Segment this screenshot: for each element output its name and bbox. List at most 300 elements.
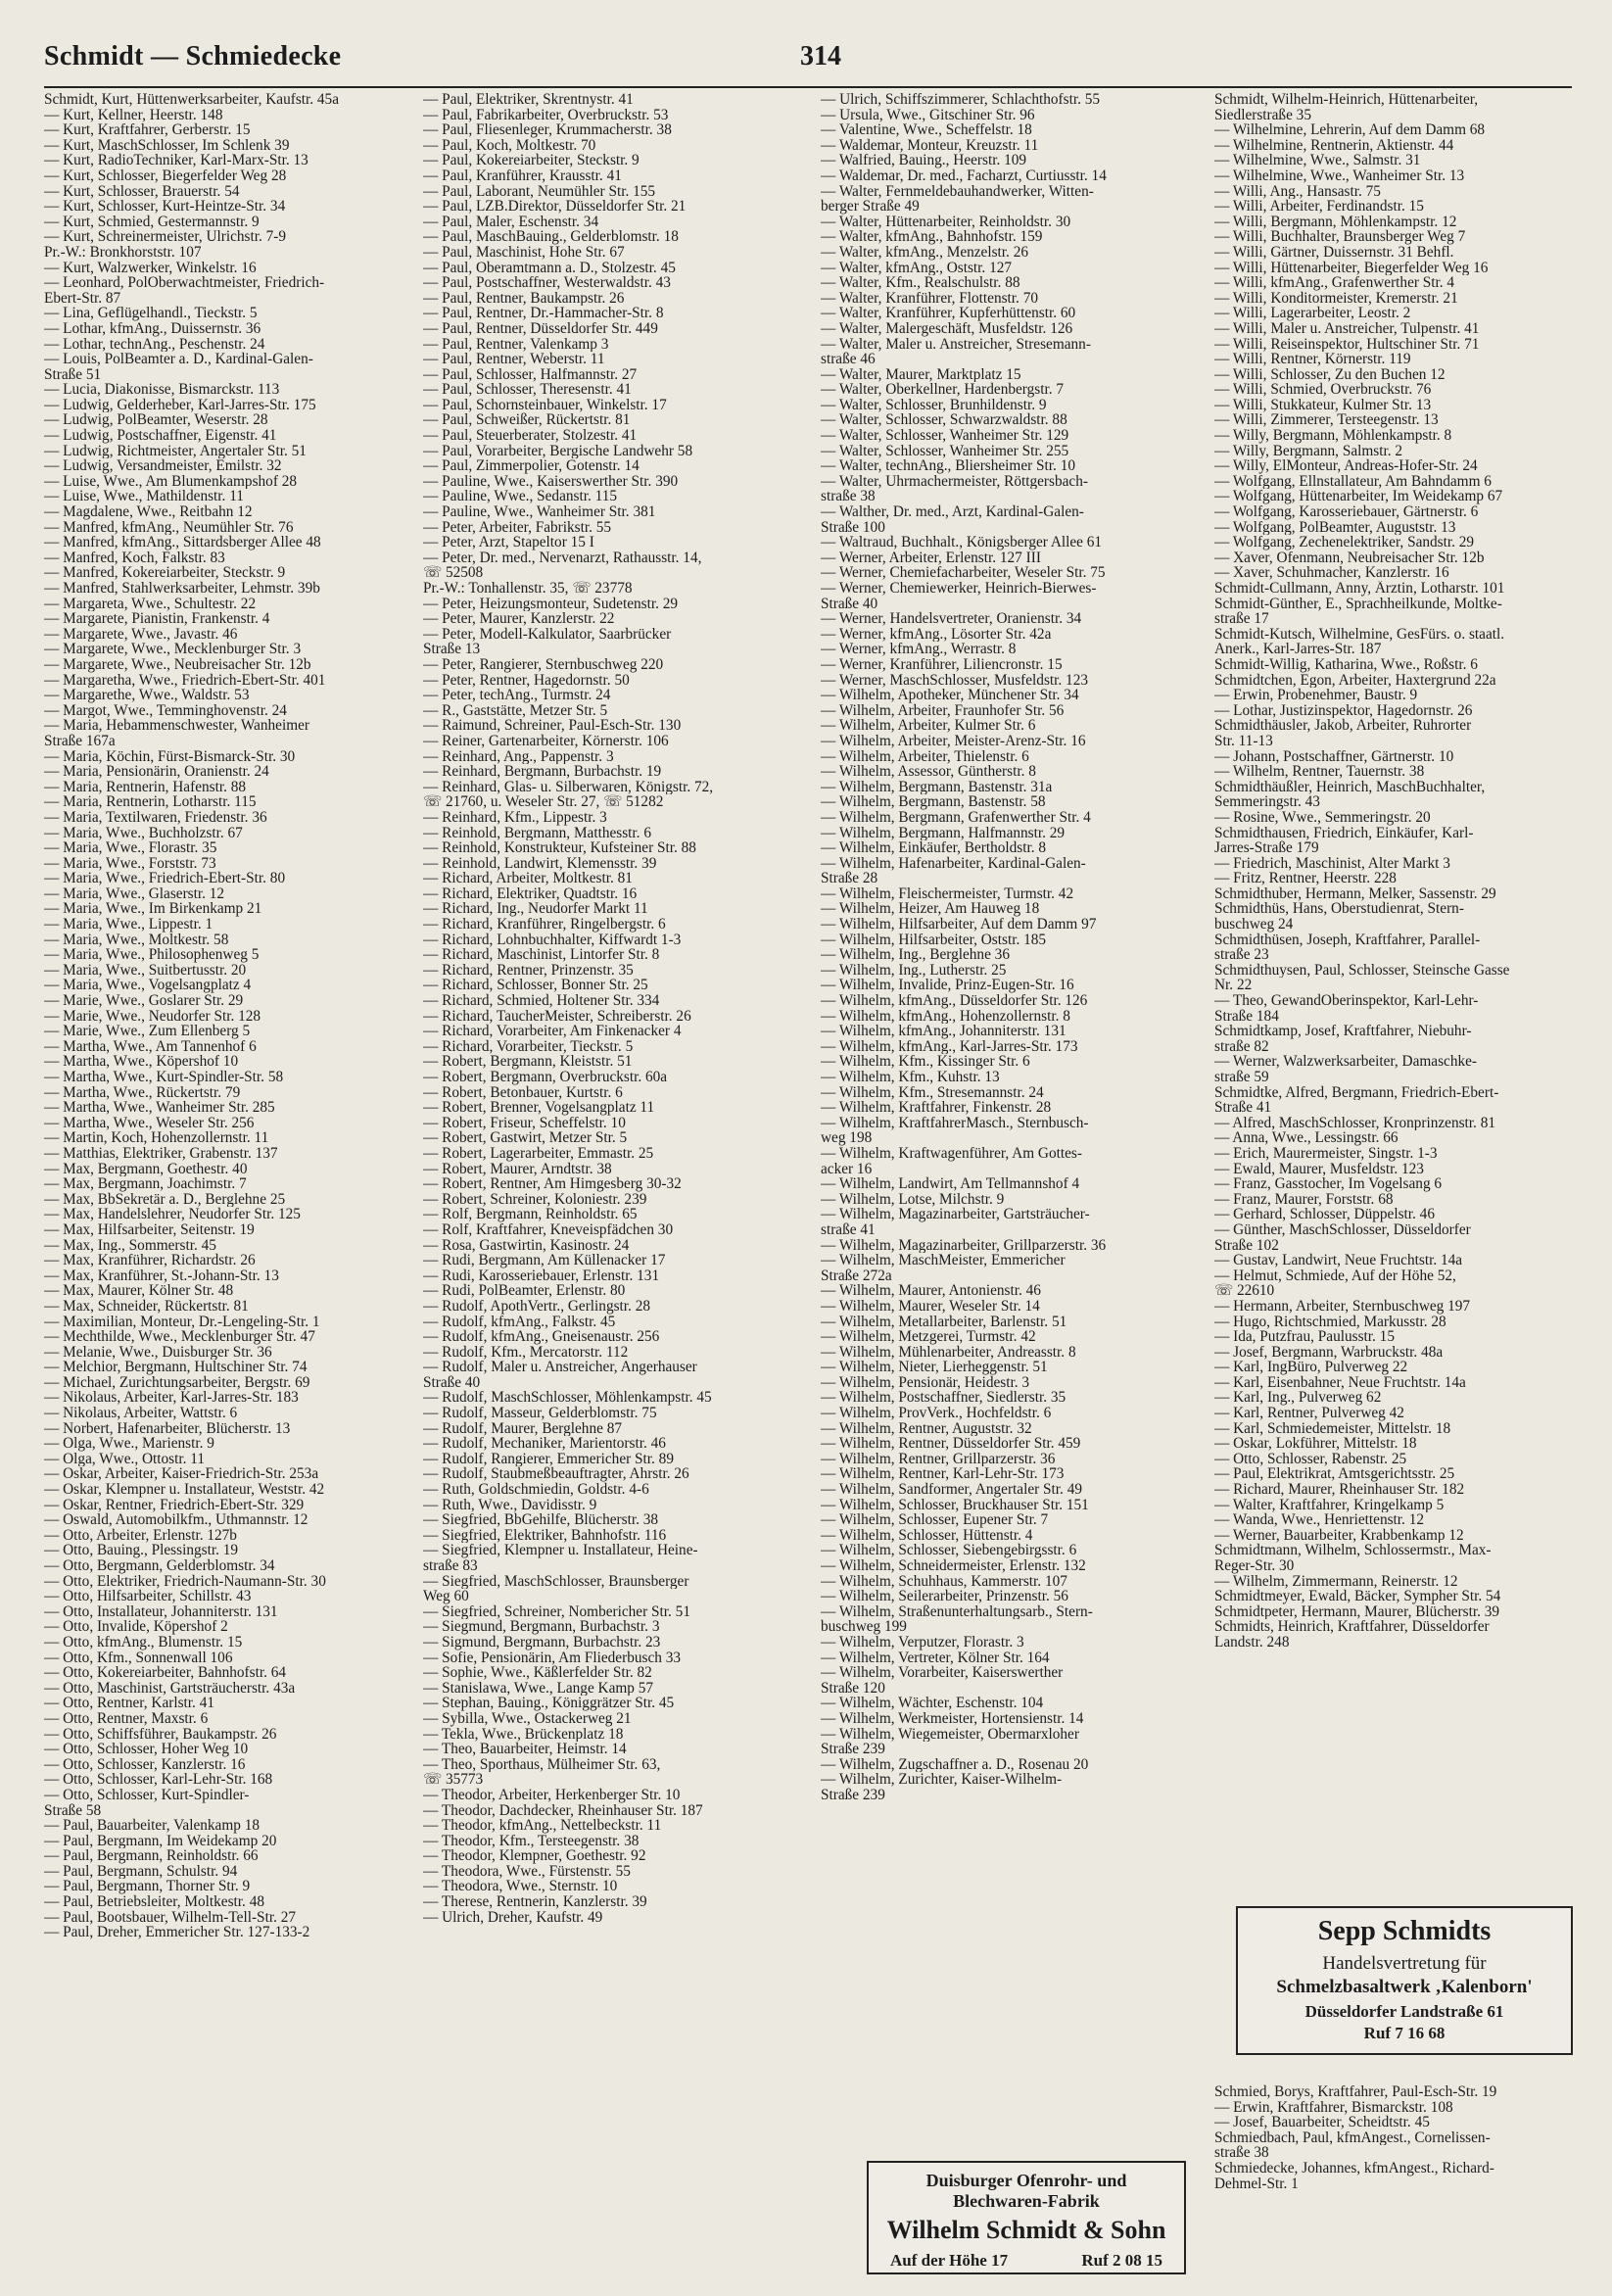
directory-entry: — Melchior, Bergmann, Hultschiner Str. 74 <box>44 1360 308 1375</box>
directory-entry: Schmidtchen, Egon, Arbeiter, Haxtergrund 22a <box>1214 672 1496 689</box>
directory-entry: — Wilhelm, Werkmeister, Hortensienstr. 14 <box>821 1710 1084 1727</box>
directory-entry: — Paul, Elektriker, Skrentnystr. 41 <box>423 92 634 108</box>
directory-entry: — Wilhelm, Magazinarbeiter, Gartsträucher- <box>821 1207 1090 1222</box>
directory-entry: — Siegmund, Bergmann, Burbachstr. 3 <box>423 1619 660 1635</box>
directory-entry: — Theodor, Kfm., Tersteegenstr. 38 <box>423 1833 640 1849</box>
directory-entry: — Luise, Wwe., Am Blumenkampshof 28 <box>44 473 298 490</box>
directory-entry: — Max, Bergmann, Goethestr. 40 <box>44 1161 248 1177</box>
directory-entry: Schmidthuysen, Paul, Schlosser, Steinsche Gasse <box>1214 962 1510 979</box>
directory-entry: — Maria, Hebammenschwester, Wanheimer <box>44 718 309 734</box>
directory-column-4 <box>1214 92 1582 1650</box>
directory-entry: — Maria, Wwe., Suitbertusstr. 20 <box>44 962 247 979</box>
directory-entry: — Paul, Oberamtmann a. D., Stolzestr. 45 <box>423 260 676 276</box>
directory-column-2 <box>423 92 815 1925</box>
directory-entry: — Wolfgang, Zechenelektriker, Sandstr. 29 <box>1214 535 1475 550</box>
directory-entry: — Martha, Wwe., Rückertstr. 79 <box>44 1084 241 1101</box>
directory-entry: Schmidthüsen, Joseph, Kraftfahrer, Parallel- <box>1214 932 1481 948</box>
directory-entry: — Valentine, Wwe., Scheffelstr. 18 <box>821 122 1032 138</box>
directory-entry: — Paul, Kokereiarbeiter, Steckstr. 9 <box>423 153 640 168</box>
directory-entry: — Theodor, Klempner, Goethestr. 92 <box>423 1848 646 1864</box>
directory-entry: berger Straße 49 <box>821 199 920 215</box>
directory-entry: — Wilhelm, Metallarbeiter, Barlenstr. 51 <box>821 1314 1067 1330</box>
directory-entry: Schmidthüs, Hans, Oberstudienrat, Stern- <box>1214 901 1464 918</box>
directory-entry: — Manfred, kfmAng., Neumühler Str. 76 <box>44 519 294 536</box>
directory-entry: straße 82 <box>1214 1038 1269 1055</box>
directory-entry: — Paul, Rentner, Valenkamp 3 <box>423 336 609 353</box>
directory-entry: — Willi, Gärtner, Duissernstr. 31 Behfl. <box>1214 244 1454 261</box>
directory-entry: — Rudolf, Staubmeßbeauftragter, Ahrstr. 26 <box>423 1466 689 1483</box>
directory-entry: — Wilhelm, Zurichter, Kaiser-Wilhelm- <box>821 1772 1063 1788</box>
directory-entry: — Max, Kranführer, Richardstr. 26 <box>44 1253 256 1268</box>
directory-entry: — Paul, Bergmann, Schulstr. 94 <box>44 1863 238 1880</box>
directory-entry: Straße 28 <box>821 871 878 886</box>
directory-entry: — Olga, Wwe., Marienstr. 9 <box>44 1436 214 1452</box>
directory-entry: Weg 60 <box>423 1589 469 1604</box>
directory-entry: — Siegfried, Elektriker, Bahnhofstr. 116 <box>423 1527 667 1544</box>
directory-entry: — Wilhelm, Kfm., Kuhstr. 13 <box>821 1070 1000 1085</box>
directory-entry: — Wilhelm, Maurer, Weseler Str. 14 <box>821 1298 1040 1315</box>
directory-entry: — Werner, Bauarbeiter, Krabbenkamp 12 <box>1214 1527 1464 1544</box>
directory-entry: — Erwin, Kraftfahrer, Bismarckstr. 108 <box>1214 2099 1453 2116</box>
directory-entry: — Waltraud, Buchhalt., Königsberger Allee 61 <box>821 535 1103 550</box>
directory-entry: — Wilhelm, Schlosser, Siebengebirgsstr. 6 <box>821 1543 1077 1558</box>
directory-entry: — Willi, Hüttenarbeiter, Biegerfelder Weg 16 <box>1214 260 1489 276</box>
directory-entry: — Manfred, Koch, Falkstr. 83 <box>44 550 225 566</box>
directory-entry: — Kurt, RadioTechniker, Karl-Marx-Str. 13 <box>44 153 308 168</box>
directory-entry: — Reinhold, Konstrukteur, Kufsteiner Str. 88 <box>423 840 696 856</box>
directory-entry: — Ulrich, Dreher, Kaufstr. 49 <box>423 1909 603 1926</box>
directory-entry: — Marie, Wwe., Goslarer Str. 29 <box>44 993 244 1009</box>
directory-entry: — Reinhold, Bergmann, Matthesstr. 6 <box>423 825 651 841</box>
directory-entry: — Erich, Maurermeister, Singstr. 1-3 <box>1214 1145 1438 1162</box>
directory-entry: — Theo, Bauarbeiter, Heimstr. 14 <box>423 1742 627 1757</box>
directory-entry: — Robert, Schreiner, Koloniestr. 239 <box>423 1191 647 1208</box>
directory-entry: — Wilhelm, Schuhhaus, Kammerstr. 107 <box>821 1573 1067 1590</box>
directory-entry: — Oskar, Arbeiter, Kaiser-Friedrich-Str. 253a <box>44 1466 319 1483</box>
directory-entry: — Oskar, Lokführer, Mittelstr. 18 <box>1214 1436 1417 1452</box>
directory-entry: Schmied, Borys, Kraftfahrer, Paul-Esch-Str. 19 <box>1214 2084 1497 2100</box>
directory-entry: — Wilhelm, Vorarbeiter, Kaiserswerther <box>821 1665 1064 1681</box>
directory-entry: — Helmut, Schmiede, Auf der Höhe 52, <box>1214 1268 1456 1284</box>
directory-entry: Semmeringstr. 43 <box>1214 794 1320 810</box>
directory-entry: — Wilhelmine, Lehrerin, Auf dem Damm 68 <box>1214 122 1486 138</box>
directory-entry: — Kurt, Schmied, Gestermannstr. 9 <box>44 214 260 230</box>
directory-entry: — Wilhelm, kfmAng., Johanniterstr. 131 <box>821 1024 1067 1039</box>
directory-entry: — Maria, Rentnerin, Hafenstr. 88 <box>44 779 247 795</box>
directory-entry: Straße 239 <box>821 1787 885 1803</box>
directory-entry: — Otto, Kokereiarbeiter, Bahnhofstr. 64 <box>44 1665 287 1681</box>
directory-entry: — Paul, Schweißer, Rückertstr. 81 <box>423 412 631 429</box>
directory-entry: — Otto, Schlosser, Kanzlerstr. 16 <box>44 1756 246 1773</box>
directory-entry: — Gustav, Landwirt, Neue Fruchtstr. 14a <box>1214 1253 1463 1268</box>
directory-entry: — Paul, Laborant, Neumühler Str. 155 <box>423 183 656 200</box>
directory-entry: Jarres-Straße 179 <box>1214 840 1319 856</box>
directory-entry: — Wilhelm, Rentner, Karl-Lehr-Str. 173 <box>821 1466 1065 1483</box>
directory-entry: — Louis, PolBeamter a. D., Kardinal-Galen- <box>44 352 313 367</box>
directory-entry: — Willi, Ang., Hansastr. 75 <box>1214 183 1381 200</box>
directory-entry: Nr. 22 <box>1214 978 1253 994</box>
directory-entry: — Wolfgang, Ellnstallateur, Am Bahndamm 6 <box>1214 473 1492 490</box>
directory-entry: ☏ 35773 <box>423 1772 484 1788</box>
directory-entry: Str. 11-13 <box>1214 733 1273 749</box>
directory-entry: — Peter, Heizungsmonteur, Sudetenstr. 29 <box>423 596 679 612</box>
directory-entry: — Wilhelm, MaschMeister, Emmericher <box>821 1253 1066 1268</box>
directory-entry: — Wilhelm, Seilerarbeiter, Prinzenstr. 56 <box>821 1589 1068 1604</box>
directory-entry: — Walter, Kranführer, Kupferhüttenstr. 60 <box>821 306 1076 321</box>
directory-entry: — Robert, Bergmann, Overbruckstr. 60a <box>423 1070 668 1085</box>
directory-entry: — Maria, Wwe., Vogelsangplatz 4 <box>44 978 252 994</box>
ad-line: Handelsvertretung für <box>1322 1953 1487 1974</box>
directory-entry: straße 59 <box>1214 1070 1269 1085</box>
directory-entry: — Raimund, Schreiner, Paul-Esch-Str. 130 <box>423 718 682 734</box>
directory-entry: — Peter, techAng., Turmstr. 24 <box>423 688 611 703</box>
directory-column-1 <box>44 92 428 1940</box>
directory-entry: — Wilhelm, Arbeiter, Thielenstr. 6 <box>821 748 1029 765</box>
directory-entry: — Wilhelm, Rentner, Auguststr. 32 <box>821 1420 1032 1437</box>
directory-entry: — Ursula, Wwe., Gitschiner Str. 96 <box>821 107 1035 123</box>
directory-entry: Schmidtmeyer, Ewald, Bäcker, Sympher Str. 54 <box>1214 1589 1501 1604</box>
directory-entry: — Max, Hilfsarbeiter, Seitenstr. 19 <box>44 1221 255 1238</box>
directory-entry: — Wilhelm, Bergmann, Bastenstr. 58 <box>821 794 1046 810</box>
directory-entry: — Wilhelm, Bergmann, Halfmannstr. 29 <box>821 825 1066 841</box>
directory-entry: — Margarete, Wwe., Javastr. 46 <box>44 626 238 643</box>
directory-entry: — Willi, kfmAng., Grafenwerther Str. 4 <box>1214 275 1455 291</box>
directory-entry: — Margarete, Pianistin, Frankenstr. 4 <box>44 611 270 627</box>
directory-entry: — Robert, Maurer, Arndtstr. 38 <box>423 1161 612 1177</box>
directory-entry: — Richard, Schlosser, Bonner Str. 25 <box>423 978 648 994</box>
directory-entry: — Wilhelm, KraftfahrerMasch., Sternbusch- <box>821 1115 1089 1131</box>
directory-entry: — Walter, technAng., Bliersheimer Str. 10 <box>821 458 1075 474</box>
directory-entry: — Kurt, MaschSchlosser, Im Schlenk 39 <box>44 137 290 154</box>
directory-entry: — Otto, Elektriker, Friedrich-Naumann-Str. 30 <box>44 1573 326 1590</box>
directory-entry: — Josef, Bauarbeiter, Scheidtstr. 45 <box>1214 2115 1430 2130</box>
directory-entry: buschweg 24 <box>1214 917 1294 933</box>
directory-entry: — Rudolf, Maler u. Anstreicher, Angerhauser <box>423 1360 697 1375</box>
directory-entry: — Paul, Rentner, Baukampstr. 26 <box>423 290 625 307</box>
directory-entry: — Siegfried, MaschSchlosser, Braunsberger <box>423 1573 689 1590</box>
directory-entry: — Manfred, Stahlwerksarbeiter, Lehmstr. 39b <box>44 581 320 597</box>
directory-entry: — Stanislawa, Wwe., Lange Kamp 57 <box>423 1680 654 1697</box>
directory-entry: — Hermann, Arbeiter, Sternbuschweg 197 <box>1214 1298 1471 1315</box>
directory-entry: — Erwin, Probenehmer, Baustr. 9 <box>1214 688 1418 703</box>
directory-entry: — Wilhelm, Fleischermeister, Turmstr. 42 <box>821 885 1074 902</box>
directory-entry: — Kurt, Kraftfahrer, Gerberstr. 15 <box>44 122 251 138</box>
directory-entry: — Wilhelm, kfmAng., Hohenzollernstr. 8 <box>821 1008 1070 1025</box>
directory-entry: — Max, BbSekretär a. D., Berglehne 25 <box>44 1191 286 1208</box>
directory-entry: Schmiedbach, Paul, kfmAngest., Cornelissen- <box>1214 2129 1491 2146</box>
directory-entry: — Rosine, Wwe., Semmeringstr. 20 <box>1214 809 1431 826</box>
directory-entry: — Rudi, Bergmann, Am Küllenacker 17 <box>423 1253 666 1268</box>
directory-entry: Straße 51 <box>44 366 102 383</box>
advertisement-wilhelm-schmidt <box>867 2161 1186 2274</box>
directory-entry: — Walter, Kraftfahrer, Kringelkamp 5 <box>1214 1497 1445 1513</box>
directory-entry: — Friedrich, Maschinist, Alter Markt 3 <box>1214 855 1450 872</box>
directory-entry: — Wilhelm, Bergmann, Grafenwerther Str. 4 <box>821 809 1091 826</box>
directory-entry: Straße 40 <box>423 1374 481 1391</box>
directory-entry: — Oswald, Automobilkfm., Uthmannstr. 12 <box>44 1512 308 1528</box>
directory-entry: — Otto, Schlosser, Hoher Weg 10 <box>44 1742 249 1757</box>
directory-entry: — Martin, Koch, Hohenzollernstr. 11 <box>44 1130 269 1146</box>
directory-entry: buschweg 199 <box>821 1619 907 1635</box>
directory-entry: — Franz, Gasstocher, Im Vogelsang 6 <box>1214 1176 1443 1192</box>
directory-entry: — Michael, Zurichtungsarbeiter, Bergstr. 69 <box>44 1374 310 1391</box>
directory-entry: Ebert-Str. 87 <box>44 290 121 307</box>
directory-entry: — Robert, Rentner, Am Himgesberg 30-32 <box>423 1176 682 1192</box>
directory-entry: — Wilhelm, Heizer, Am Hauweg 18 <box>821 901 1040 918</box>
directory-entry: — Maria, Rentnerin, Lotharstr. 115 <box>44 794 257 810</box>
directory-entry: — Walter, kfmAng., Menzelstr. 26 <box>821 244 1028 261</box>
directory-entry: — Wilhelm, Einkäufer, Bertholdstr. 8 <box>821 840 1047 856</box>
directory-entry: — Willi, Schlosser, Zu den Buchen 12 <box>1214 366 1446 383</box>
directory-entry: — Willi, Maler u. Anstreicher, Tulpenstr. 41 <box>1214 320 1480 337</box>
ad-line: Blechwaren-Fabrik <box>953 2191 1100 2211</box>
directory-entry: — Maria, Wwe., Glaserstr. 12 <box>44 885 225 902</box>
directory-entry: — Karl, Schmiedemeister, Mittelstr. 18 <box>1214 1420 1451 1437</box>
directory-entry: — Otto, Hilfsarbeiter, Schillstr. 43 <box>44 1589 252 1604</box>
directory-entry: Anerk., Karl-Jarres-Str. 187 <box>1214 642 1382 657</box>
directory-entry: — Wilhelm, Rentner, Grillparzerstr. 36 <box>821 1451 1056 1467</box>
directory-entry: straße 38 <box>821 489 876 505</box>
directory-entry: — Rudolf, Maurer, Berglehne 87 <box>423 1420 623 1437</box>
directory-entry: — Waldemar, Monteur, Kreuzstr. 11 <box>821 137 1039 154</box>
directory-entry: Pr.-W.: Bronkhorststr. 107 <box>44 244 202 261</box>
directory-entry: — Paul, Fabrikarbeiter, Overbruckstr. 53 <box>423 107 669 123</box>
directory-entry: — Wilhelm, Wiegemeister, Obermarxloher <box>821 1726 1079 1743</box>
page-title: Schmidt — Schmiedecke <box>44 41 342 72</box>
directory-entry: — Wilhelm, Schlosser, Eupener Str. 7 <box>821 1512 1049 1528</box>
directory-entry: — Sofie, Pensionärin, Am Fliederbusch 33 <box>423 1650 681 1666</box>
directory-entry: — Max, Ing., Sommerstr. 45 <box>44 1237 216 1254</box>
directory-entry: — Luise, Wwe., Mathildenstr. 11 <box>44 489 244 505</box>
directory-entry: — Rudolf, Mechaniker, Marientorstr. 46 <box>423 1436 666 1452</box>
directory-entry: — Paul, Schlosser, Theresenstr. 41 <box>423 382 632 398</box>
directory-entry: — Wilhelm, Landwirt, Am Tellmannshof 4 <box>821 1176 1080 1192</box>
directory-entry: — Maria, Wwe., Lippestr. 1 <box>44 917 213 933</box>
directory-entry: — Therese, Rentnerin, Kanzlerstr. 39 <box>423 1894 647 1910</box>
directory-entry: — Maria, Textilwaren, Friedenstr. 36 <box>44 809 267 826</box>
directory-entry: — Rosa, Gastwirtin, Kasinostr. 24 <box>423 1237 630 1254</box>
directory-entry: — Peter, Rangierer, Sternbuschweg 220 <box>423 656 664 673</box>
directory-entry: — Wilhelm, Sandformer, Angertaler Str. 49 <box>821 1482 1082 1498</box>
directory-entry: — Paul, Koch, Moltkestr. 70 <box>423 137 596 154</box>
directory-entry: — Reinhard, Ang., Pappenstr. 3 <box>423 748 614 765</box>
directory-entry: — Rudolf, kfmAng., Falkstr. 45 <box>423 1314 616 1330</box>
directory-entry: — Otto, Invalide, Köpershof 2 <box>44 1619 228 1635</box>
directory-entry: — Richard, Lohnbuchhalter, Kiffwardt 1-3 <box>423 932 682 948</box>
directory-entry: — Mechthilde, Wwe., Mecklenburger Str. 47 <box>44 1329 315 1345</box>
directory-entry: — Ludwig, Versandmeister, Emilstr. 32 <box>44 458 282 474</box>
directory-entry: — Wilhelm, Arbeiter, Meister-Arenz-Str. 16 <box>821 733 1086 749</box>
directory-entry: — Max, Bergmann, Joachimstr. 7 <box>44 1176 247 1192</box>
ad-company-name: Wilhelm Schmidt & Sohn <box>886 2216 1166 2244</box>
directory-entry: — Willi, Konditormeister, Kremerstr. 21 <box>1214 290 1458 307</box>
directory-entry: — Max, Maurer, Kölner Str. 48 <box>44 1283 234 1299</box>
directory-entry: — Gerhard, Schlosser, Düppelstr. 46 <box>1214 1207 1435 1222</box>
directory-entry: — Maria, Wwe., Forststr. 73 <box>44 855 216 872</box>
directory-entry: Schmidtpeter, Hermann, Maurer, Blücherstr. 39 <box>1214 1603 1500 1620</box>
directory-entry: — Otto, Bergmann, Gelderblomstr. 34 <box>44 1558 275 1574</box>
directory-entry: — Kurt, Walzwerker, Winkelstr. 16 <box>44 260 257 276</box>
page-header <box>44 37 1572 88</box>
directory-entry: ☏ 52508 <box>423 565 484 581</box>
directory-entry: — Paul, Schlosser, Halfmannstr. 27 <box>423 366 638 383</box>
directory-entry: — Wilhelm, Invalide, Prinz-Eugen-Str. 16 <box>821 978 1074 994</box>
directory-entry: — Wilhelm, Kfm., Stresemannstr. 24 <box>821 1084 1044 1101</box>
directory-entry: — Walter, Maurer, Marktplatz 15 <box>821 366 1021 383</box>
directory-entry: — Wolfgang, Hüttenarbeiter, Im Weidekamp 67 <box>1214 489 1503 505</box>
directory-entry: — Karl, IngBüro, Pulverweg 22 <box>1214 1360 1408 1375</box>
directory-entry: Straße 272a <box>821 1268 892 1284</box>
directory-entry: — Peter, Modell-Kalkulator, Saarbrücker <box>423 626 672 643</box>
directory-entry: — Alfred, MaschSchlosser, Kronprinzenstr. 81 <box>1214 1115 1496 1131</box>
directory-entry: — Wilhelm, Schlosser, Bruckhauser Str. 151 <box>821 1497 1089 1513</box>
ad-line: Schmelzbasaltwerk ‚Kalenborn' <box>1276 1977 1533 1997</box>
directory-entry: — Paul, Schornsteinbauer, Winkelstr. 17 <box>423 397 667 413</box>
directory-entry: — Paul, Elektrikrat, Amtsgerichtsstr. 25 <box>1214 1466 1455 1483</box>
directory-entry: — Margareta, Wwe., Schultestr. 22 <box>44 596 257 612</box>
directory-column-4-continuation <box>1214 2084 1582 2191</box>
directory-entry: — Walter, Schlosser, Schwarzwaldstr. 88 <box>821 412 1067 429</box>
ad-phone: Ruf 2 08 15 <box>1081 2251 1162 2270</box>
directory-entry: — Paul, MaschBauing., Gelderblomstr. 18 <box>423 229 679 245</box>
directory-entry: — Rudi, Karosseriebauer, Erlenstr. 131 <box>423 1268 660 1284</box>
directory-entry: weg 198 <box>821 1130 873 1146</box>
directory-entry: — Peter, Dr. med., Nervenarzt, Rathausstr. 14, <box>423 550 702 566</box>
directory-entry: — Wilhelmine, Rentnerin, Aktienstr. 44 <box>1214 137 1454 154</box>
directory-entry: — Richard, Maschinist, Lintorfer Str. 8 <box>423 947 660 963</box>
directory-entry: — Rolf, Bergmann, Reinholdstr. 65 <box>423 1207 638 1222</box>
directory-entry: — Oskar, Klempner u. Installateur, Weststr. 42 <box>44 1482 325 1498</box>
directory-entry: — Richard, Rentner, Prinzenstr. 35 <box>423 962 634 979</box>
directory-entry: — Robert, Betonbauer, Kurtstr. 6 <box>423 1084 623 1101</box>
directory-entry: — Peter, Maurer, Kanzlerstr. 22 <box>423 611 615 627</box>
directory-entry: — Willi, Rentner, Körnerstr. 119 <box>1214 352 1411 367</box>
directory-entry: — Otto, Schlosser, Kurt-Spindler- <box>44 1787 250 1803</box>
directory-entry: — Wilhelmine, Wwe., Salmstr. 31 <box>1214 153 1421 168</box>
directory-entry: — Max, Schneider, Rückertstr. 81 <box>44 1298 249 1315</box>
directory-entry: — Paul, Vorarbeiter, Bergische Landwehr 58 <box>423 443 693 459</box>
directory-entry: — Nikolaus, Arbeiter, Wattstr. 6 <box>44 1406 238 1421</box>
directory-entry: — Maria, Wwe., Im Birkenkamp 21 <box>44 901 262 918</box>
directory-entry: — Walter, Kranführer, Flottenstr. 70 <box>821 290 1038 307</box>
directory-entry: — Peter, Rentner, Hagedornstr. 50 <box>423 672 630 689</box>
directory-entry: — Robert, Bergmann, Kleiststr. 51 <box>423 1054 633 1070</box>
directory-entry: — Pauline, Wwe., Sedanstr. 115 <box>423 489 617 505</box>
directory-entry: — Reinhard, Glas- u. Silberwaren, Königstr. 72, <box>423 779 714 795</box>
directory-entry: Straße 100 <box>821 519 885 536</box>
directory-entry: — Willy, ElMonteur, Andreas-Hofer-Str. 24 <box>1214 458 1478 474</box>
directory-entry: Straße 239 <box>821 1742 885 1757</box>
directory-entry: — Walter, kfmAng., Bahnhofstr. 159 <box>821 229 1043 245</box>
directory-entry: — Maria, Wwe., Philosophenweg 5 <box>44 947 260 963</box>
directory-entry: — Oskar, Rentner, Friedrich-Ebert-Str. 329 <box>44 1497 305 1513</box>
directory-entry: — Xaver, Ofenmann, Neubreisacher Str. 12b <box>1214 550 1485 566</box>
directory-entry: Schmidtke, Alfred, Bergmann, Friedrich-Ebert- <box>1214 1084 1499 1101</box>
directory-entry: straße 41 <box>821 1221 876 1238</box>
directory-entry: — Werner, Chemiewerker, Heinrich-Bierwes- <box>821 581 1097 597</box>
directory-entry: — Siegfried, BbGehilfe, Blücherstr. 38 <box>423 1512 659 1528</box>
directory-entry: Straße 102 <box>1214 1237 1279 1254</box>
directory-entry: Reger-Str. 30 <box>1214 1558 1295 1574</box>
directory-entry: — Wilhelm, Kraftfahrer, Finkenstr. 28 <box>821 1100 1052 1116</box>
directory-entry: ☏ 22610 <box>1214 1283 1275 1299</box>
directory-entry: — Paul, Rentner, Düsseldorfer Str. 449 <box>423 320 658 337</box>
ad-address: Düsseldorfer Landstraße 61 <box>1304 2002 1504 2021</box>
directory-entry: — Otto, Schlosser, Rabenstr. 25 <box>1214 1451 1407 1467</box>
directory-entry: Pr.-W.: Tonhallenstr. 35, ☏ 23778 <box>423 581 633 597</box>
directory-entry: — Rudi, PolBeamter, Erlenstr. 80 <box>423 1283 626 1299</box>
directory-entry: — Paul, Rentner, Weberstr. 11 <box>423 352 605 367</box>
directory-entry: — Walter, Kfm., Realschulstr. 88 <box>821 275 1020 291</box>
directory-entry: — Max, Handelslehrer, Neudorfer Str. 125 <box>44 1207 301 1222</box>
directory-entry: — Werner, Kranführer, Liliencronstr. 15 <box>821 656 1063 673</box>
directory-entry: — Willi, Schmied, Overbruckstr. 76 <box>1214 382 1432 398</box>
directory-entry: — Reinhold, Landwirt, Klemensstr. 39 <box>423 855 657 872</box>
directory-entry: — Kurt, Kellner, Heerstr. 148 <box>44 107 223 123</box>
directory-entry: Straße 167a <box>44 733 116 749</box>
directory-entry: Straße 41 <box>1214 1100 1272 1116</box>
directory-entry: — Wanda, Wwe., Henriettenstr. 12 <box>1214 1512 1425 1528</box>
directory-entry: — Peter, Arzt, Stapeltor 15 I <box>423 535 594 550</box>
directory-entry: — Wilhelm, Postschaffner, Siedlerstr. 35 <box>821 1390 1067 1407</box>
directory-entry: straße 46 <box>821 352 876 367</box>
directory-entry: — Margarete, Wwe., Mecklenburger Str. 3 <box>44 642 302 657</box>
directory-entry: — Günther, MaschSchlosser, Düsseldorfer <box>1214 1221 1471 1238</box>
directory-entry: — Richard, Ing., Neudorfer Markt 11 <box>423 901 648 918</box>
directory-entry: — Rolf, Kraftfahrer, Kneveispfädchen 30 <box>423 1221 674 1238</box>
directory-entry: — Werner, kfmAng., Werrastr. 8 <box>821 642 1017 657</box>
directory-entry: — Richard, Arbeiter, Moltkestr. 81 <box>423 871 633 886</box>
directory-entry: — Ruth, Goldschmiedin, Goldstr. 4-6 <box>423 1482 649 1498</box>
directory-entry: — Martha, Wwe., Kurt-Spindler-Str. 58 <box>44 1070 284 1085</box>
directory-entry: — Ludwig, PolBeamter, Weserstr. 28 <box>44 412 268 429</box>
directory-entry: — Willi, Buchhalter, Braunsberger Weg 7 <box>1214 229 1466 245</box>
directory-entry: — Reinhard, Kfm., Lippestr. 3 <box>423 809 607 826</box>
directory-entry: Schmidthäußler, Heinrich, MaschBuchhalter, <box>1214 779 1486 795</box>
directory-entry: — Walter, Malergeschäft, Musfeldstr. 126 <box>821 320 1073 337</box>
directory-entry: — Wilhelmine, Wwe., Wanheimer Str. 13 <box>1214 167 1465 184</box>
directory-entry: — Maria, Pensionärin, Oranienstr. 24 <box>44 764 269 780</box>
directory-entry: — Willy, Bergmann, Möhlenkampstr. 8 <box>1214 428 1452 444</box>
directory-entry: — Hugo, Richtschmied, Markusstr. 28 <box>1214 1314 1446 1330</box>
directory-entry: — Wilhelm, Mühlenarbeiter, Andreasstr. 8 <box>821 1344 1076 1361</box>
directory-entry: — Josef, Bergmann, Warbruckstr. 48a <box>1214 1344 1444 1361</box>
directory-entry: — Maximilian, Monteur, Dr.-Lengeling-Str. 1 <box>44 1314 320 1330</box>
directory-entry: — Marie, Wwe., Zum Ellenberg 5 <box>44 1024 251 1039</box>
directory-entry: — Paul, Maler, Eschenstr. 34 <box>423 214 599 230</box>
directory-entry: — Wilhelm, Zimmermann, Reinerstr. 12 <box>1214 1573 1458 1590</box>
directory-entry: — Lucia, Diakonisse, Bismarckstr. 113 <box>44 382 280 398</box>
directory-entry: — Otto, Bauing., Plessingstr. 19 <box>44 1543 239 1558</box>
directory-entry: — Norbert, Hafenarbeiter, Blücherstr. 13 <box>44 1420 291 1437</box>
directory-entry: — Max, Kranführer, St.-Johann-Str. 13 <box>44 1268 279 1284</box>
ad-address: Auf der Höhe 17 <box>890 2251 1009 2270</box>
directory-entry: straße 83 <box>423 1558 478 1574</box>
directory-entry: — Martha, Wwe., Köpershof 10 <box>44 1054 239 1070</box>
directory-entry: — Walther, Dr. med., Arzt, Kardinal-Galen- <box>821 504 1084 520</box>
directory-entry: — Wolfgang, Karosseriebauer, Gärtnerstr. 6 <box>1214 504 1479 520</box>
directory-entry: — Karl, Ing., Pulverweg 62 <box>1214 1390 1382 1407</box>
directory-entry: — Paul, Maschinist, Hohe Str. 67 <box>423 244 625 261</box>
directory-entry: — Wilhelm, Nieter, Lierheggenstr. 51 <box>821 1360 1048 1375</box>
directory-entry: — Paul, LZB.Direktor, Düsseldorfer Str. 21 <box>423 199 687 215</box>
directory-entry: — Paul, Betriebsleiter, Moltkestr. 48 <box>44 1894 264 1910</box>
directory-entry: — Werner, Arbeiter, Erlenstr. 127 III <box>821 550 1041 566</box>
directory-entry: — Maria, Köchin, Fürst-Bismarck-Str. 30 <box>44 748 296 765</box>
directory-entry: Dehmel-Str. 1 <box>1214 2176 1299 2192</box>
directory-entry: — Rudolf, MaschSchlosser, Möhlenkampstr. 45 <box>423 1390 712 1407</box>
directory-entry: — Lina, Geflügelhandl., Tieckstr. 5 <box>44 306 258 321</box>
